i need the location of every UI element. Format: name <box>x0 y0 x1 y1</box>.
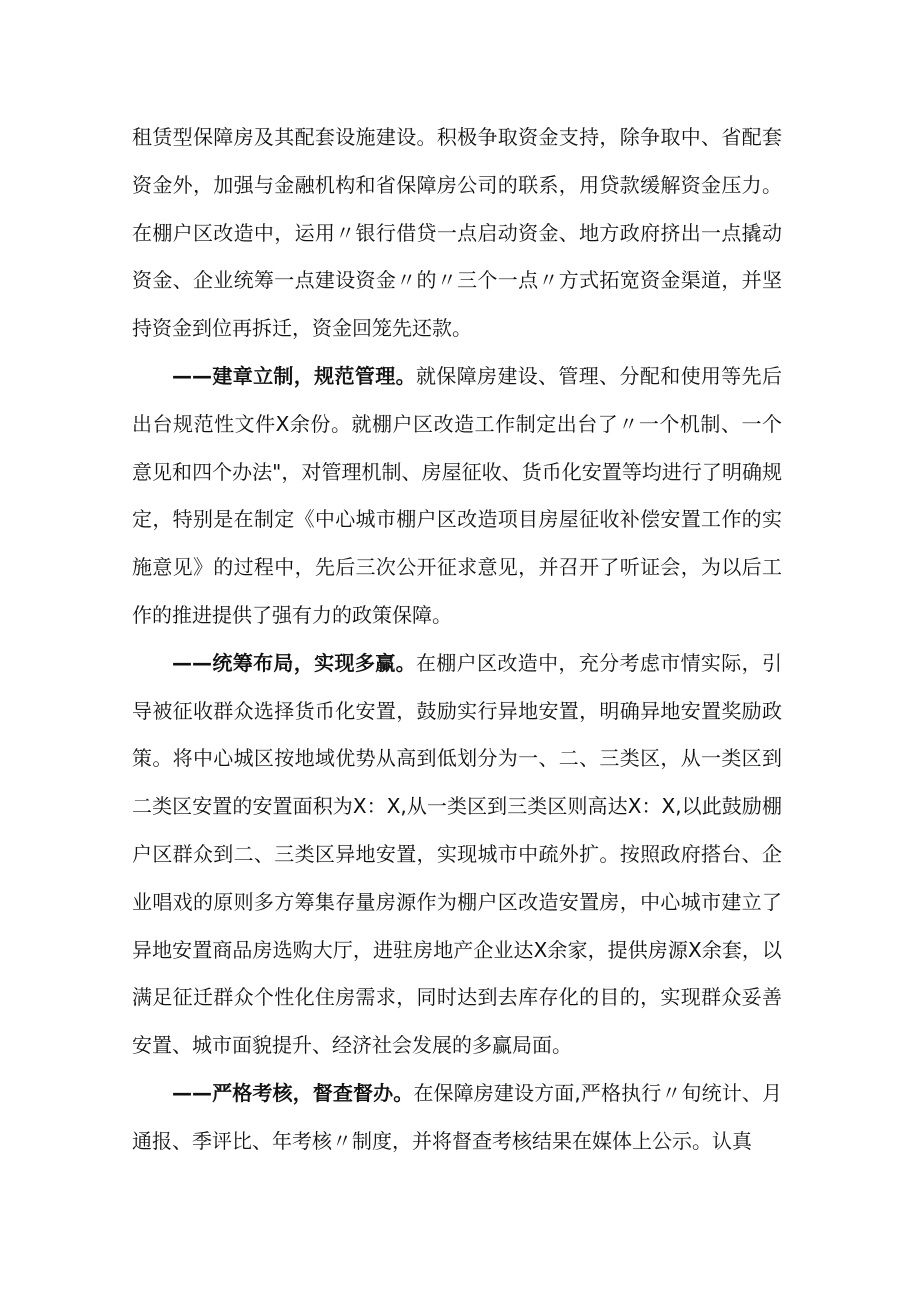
paragraph-planning <box>132 640 782 1070</box>
paragraph-funding <box>132 114 782 353</box>
paragraph-body: 就保障房建设、管理、分配和使用等先后出台规范性文件X余份。就棚户区改造工作制定出台了〃一个机制、一个意见和四个办法"，对管理机制、房屋征收、货币化安置等均进行了明确规定，特别是在制定《中心城市棚户区改造项目房屋征收补偿安置工作的实施意见》的过程中，先后三次公开征求意见，并召开了听证会，为以后工作的推进提供了强有力的政策保障。 <box>132 363 783 627</box>
paragraph-lead: ——严格考核，督查督办。 <box>172 1080 414 1105</box>
paragraph-lead: ——统筹布局，实现多赢。 <box>172 650 416 675</box>
paragraph-assessment <box>132 1070 782 1166</box>
body-text <box>132 114 782 1166</box>
paragraph-body: 在保障房建设方面,严格执行〃旬统计、月通报、季评比、年考核〃制度，并将督查考核结果在媒体上公示。认真 <box>132 1080 783 1153</box>
paragraph-body: 在棚户区改造中，充分考虑市情实际，引导被征收群众选择货币化安置，鼓励实行异地安置，明确异地安置奖励政策。将中心城区按地域优势从高到低划分为一、二、三类区，从一类区到二类区安置的安置面积为X：X,从一类区到三类区则高达X：X,以此鼓励棚户区群众到二、三类区异地安置，实现城市中疏外扩。按照政府搭台、企业唱戏的原则多方筹集存量房源作为棚户区改造安置房，中心城市建立了异地安置商品房选购大厅，进驻房地产企业达X余家，提供房源X余套，以满足征迁群众个性化住房需求，同时达到去库存化的目的，实现群众妥善安置、城市面貌提升、经济社会发展的多赢局面。 <box>132 650 783 1058</box>
paragraph-lead: ——建章立制，规范管理。 <box>172 363 416 388</box>
paragraph-regulations <box>132 353 782 640</box>
paragraph-body: 租赁型保障房及其配套设施建设。积极争取资金支持，除争取中、省配套资金外，加强与金融机构和省保障房公司的联系，用贷款缓解资金压力。在棚户区改造中，运用〃银行借贷一点启动资金、地方政府挤出一点撬动资金、企业统筹一点建设资金〃的〃三个一点〃方式拓宽资金渠道，并坚持资金到位再拆迁，资金回笼先还款。 <box>132 125 782 341</box>
